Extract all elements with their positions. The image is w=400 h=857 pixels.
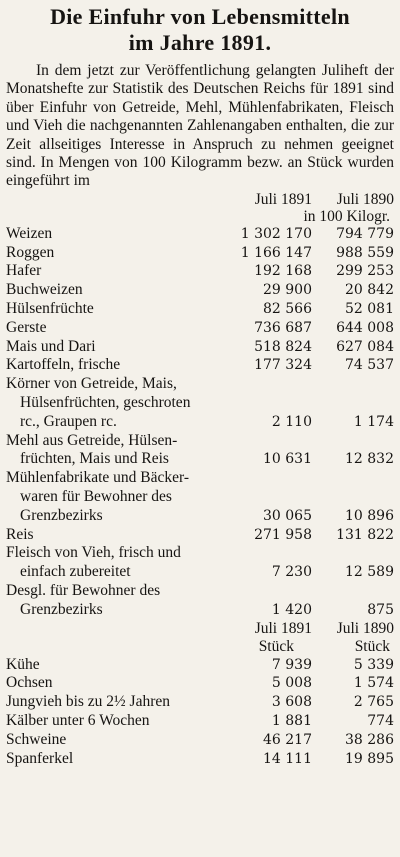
col-header-1890: Juli 1890 bbox=[336, 619, 394, 637]
row-label bbox=[6, 244, 212, 263]
value-1891: 177 324 bbox=[254, 357, 312, 374]
value-1890: 38 286 bbox=[345, 731, 394, 748]
grain-rows bbox=[6, 225, 394, 620]
value-1891: 14 111 bbox=[263, 750, 312, 767]
value-1891: 2 110 bbox=[271, 413, 312, 430]
row-label bbox=[6, 319, 212, 338]
row-label bbox=[6, 375, 212, 431]
table-row bbox=[6, 544, 394, 582]
value-1890: 627 084 bbox=[336, 338, 394, 355]
table-row bbox=[6, 338, 394, 357]
row-label-continuation: einfach zubereitet bbox=[20, 563, 131, 581]
row-label-text: Mehl aus Getreide, Hülsen- bbox=[6, 431, 178, 449]
row-label-text: Kühe bbox=[6, 655, 40, 673]
value-1891: 518 824 bbox=[254, 338, 312, 355]
row-label bbox=[6, 300, 212, 319]
value-1891: 271 958 bbox=[254, 526, 312, 543]
article-title bbox=[6, 4, 394, 56]
row-label-continuation: Grenzbezirks bbox=[20, 600, 103, 618]
row-label-text: Jungvieh bis zu 2½ Jahren bbox=[6, 693, 171, 711]
table-row bbox=[6, 526, 394, 545]
title-line-1: Die Einfuhr von Lebensmitteln bbox=[50, 4, 350, 29]
value-1891: 3 608 bbox=[271, 694, 312, 711]
row-label-text: Kartoffeln, frische bbox=[6, 356, 121, 374]
intro-paragraph: In dem jetzt zur Veröffentlichung gelangten Juliheft der Monatshefte zur Statistik des Deutschen Reichs für 1891 sind über Einfuhr von Getreide, Mehl, Mühlenfabrikaten, Fleisch und Vieh die nachgenannten Zahlenangaben enthalten, die zur Zeit allseitiges Interesse in Anspruch zu nehmen geeignet sind. In Mengen von 100 Kilogramm bezw. an Stück wurden eingeführt im bbox=[6, 62, 394, 190]
row-label-text: Buchweizen bbox=[6, 281, 83, 299]
row-label-continuation: waren für Bewohner des bbox=[20, 488, 172, 505]
value-1890: 299 253 bbox=[336, 263, 394, 280]
table-row bbox=[6, 375, 394, 431]
row-label bbox=[6, 582, 212, 620]
row-label-text: Hülsenfrüchte bbox=[6, 300, 94, 318]
row-label-continuation: Hülsenfrüchten, geschroten bbox=[20, 394, 191, 412]
row-label-continuation: rc., Graupen rc. bbox=[20, 412, 117, 430]
row-label-text: Reis bbox=[6, 525, 34, 543]
row-label-text: Hafer bbox=[6, 262, 42, 280]
grain-unit: in 100 Kilogr. bbox=[303, 207, 390, 225]
table-row bbox=[6, 281, 394, 300]
value-1890: 644 008 bbox=[336, 319, 394, 336]
value-1891: 192 168 bbox=[254, 263, 312, 280]
value-1890: 10 896 bbox=[345, 507, 394, 524]
value-1890: 774 bbox=[367, 712, 394, 729]
table-row bbox=[6, 469, 394, 525]
value-1890: 12 832 bbox=[345, 451, 394, 468]
table-row bbox=[6, 712, 394, 731]
table-row bbox=[6, 244, 394, 263]
row-label bbox=[6, 356, 212, 375]
livestock-rows bbox=[6, 656, 394, 769]
row-label bbox=[6, 225, 212, 244]
value-1890: 875 bbox=[367, 601, 394, 618]
table-row bbox=[6, 356, 394, 375]
row-label-text: Spanferkel bbox=[6, 749, 74, 767]
row-label bbox=[6, 674, 212, 693]
table-row bbox=[6, 432, 394, 470]
grain-table-header bbox=[6, 191, 394, 209]
value-1890: 988 559 bbox=[336, 244, 394, 261]
value-1891: 29 900 bbox=[263, 282, 312, 299]
table-row bbox=[6, 225, 394, 244]
table-row bbox=[6, 319, 394, 338]
row-label bbox=[6, 432, 212, 470]
table-row bbox=[6, 582, 394, 620]
row-label-text: Gerste bbox=[6, 318, 47, 336]
table-row bbox=[6, 300, 394, 319]
row-label-continuation: Grenzbezirks bbox=[20, 506, 103, 524]
value-1890: 52 081 bbox=[345, 301, 394, 318]
col-header-1891: Juli 1891 bbox=[254, 619, 312, 637]
row-label-text: Desgl. für Bewohner des bbox=[6, 581, 161, 599]
value-1891: 10 631 bbox=[263, 451, 312, 468]
value-1891: 1 881 bbox=[271, 712, 312, 729]
row-label bbox=[6, 281, 212, 300]
row-label-text: Kälber unter 6 Wochen bbox=[6, 711, 150, 729]
value-1890: 12 589 bbox=[345, 564, 394, 581]
value-1891: 46 217 bbox=[263, 731, 312, 748]
row-label bbox=[6, 750, 212, 769]
col-header-1890: Juli 1890 bbox=[336, 190, 394, 208]
value-1890: 2 765 bbox=[353, 694, 394, 711]
value-1891: 7 939 bbox=[271, 656, 312, 673]
row-label bbox=[6, 712, 212, 731]
unit-1890: Stück bbox=[354, 637, 390, 655]
value-1891: 1 302 170 bbox=[240, 225, 312, 242]
table-row bbox=[6, 262, 394, 281]
value-1891: 82 566 bbox=[263, 301, 312, 318]
row-label-text: Schweine bbox=[6, 730, 67, 748]
value-1890: 5 339 bbox=[353, 656, 394, 673]
col-header-1891: Juli 1891 bbox=[254, 190, 312, 208]
table-row bbox=[6, 674, 394, 693]
row-label bbox=[6, 544, 212, 582]
row-label bbox=[6, 338, 212, 357]
row-label bbox=[6, 262, 212, 281]
value-1890: 794 779 bbox=[336, 225, 394, 242]
row-label-text: Mais und Dari bbox=[6, 337, 96, 355]
value-1891: 5 008 bbox=[271, 675, 312, 692]
livestock-unit-row bbox=[6, 638, 394, 656]
row-label bbox=[6, 469, 212, 525]
row-label-text: Fleisch von Vieh, frisch und bbox=[6, 544, 181, 562]
row-label bbox=[6, 731, 212, 750]
value-1891: 1 420 bbox=[271, 601, 312, 618]
row-label-text: Roggen bbox=[6, 243, 55, 261]
title-line-2: im Jahre 1891. bbox=[128, 30, 272, 55]
value-1890: 20 842 bbox=[345, 282, 394, 299]
value-1891: 1 166 147 bbox=[240, 244, 312, 261]
value-1891: 30 065 bbox=[263, 507, 312, 524]
row-label-text: Weizen bbox=[6, 224, 53, 242]
table-row bbox=[6, 656, 394, 675]
value-1891: 736 687 bbox=[254, 319, 312, 336]
livestock-table bbox=[6, 620, 394, 769]
table-row bbox=[6, 693, 394, 712]
livestock-table-header bbox=[6, 620, 394, 638]
value-1890: 1 174 bbox=[353, 413, 394, 430]
row-label-text: Mühlenfabrikate und Bäcker- bbox=[6, 469, 190, 487]
value-1890: 19 895 bbox=[345, 750, 394, 767]
row-label-text: Ochsen bbox=[6, 674, 53, 692]
row-label bbox=[6, 656, 212, 675]
value-1890: 1 574 bbox=[353, 675, 394, 692]
row-label-text: Körner von Getreide, Mais, bbox=[6, 375, 177, 393]
row-label-continuation: früchten, Mais und Reis bbox=[20, 450, 169, 468]
table-row bbox=[6, 731, 394, 750]
row-label bbox=[6, 526, 212, 545]
value-1890: 131 822 bbox=[336, 526, 394, 543]
value-1890: 74 537 bbox=[345, 357, 394, 374]
table-row bbox=[6, 750, 394, 769]
value-1891: 7 230 bbox=[271, 564, 312, 581]
row-label bbox=[6, 693, 212, 712]
grain-table bbox=[6, 191, 394, 620]
unit-1891: Stück bbox=[258, 637, 294, 655]
